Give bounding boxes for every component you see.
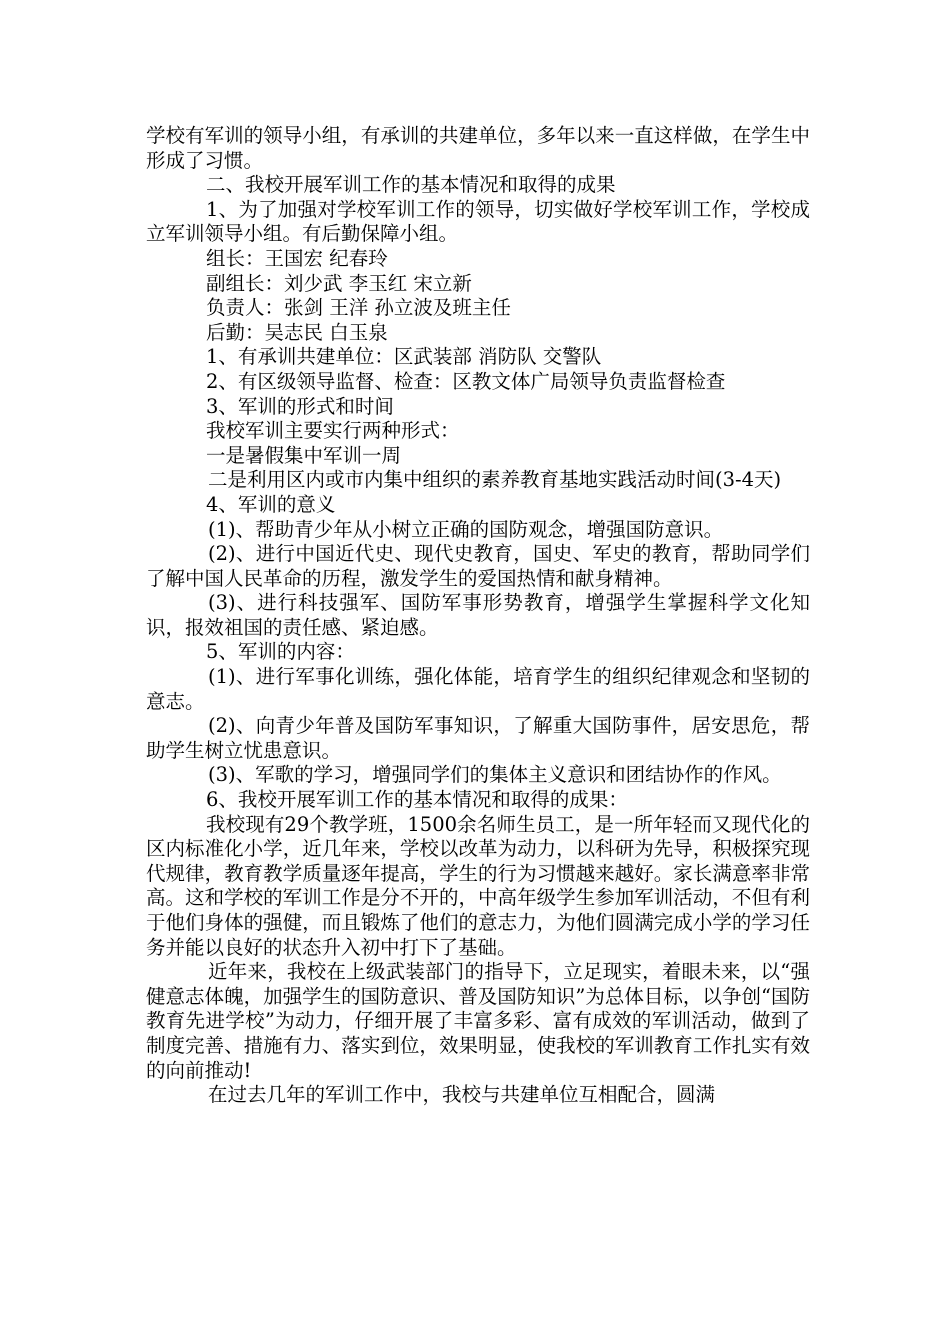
deputy-leader-line: 副组长：刘少武 李玉红 宋立新 bbox=[206, 271, 472, 295]
section-heading-2: 二、我校开展军训工作的基本情况和取得的成果 bbox=[206, 173, 616, 197]
paragraph-past-years: 在过去几年的军训工作中，我校与共建单位互相配合，圆满 bbox=[208, 1083, 716, 1107]
document-body bbox=[146, 124, 810, 1108]
supervision-line: 2、有区级领导监督、检查：区教文体广局领导负责监督检查 bbox=[206, 369, 726, 393]
content-item-1: (1)、进行军事化训练，强化体能，培育学生的组织纪律观念和坚韧的意志。 bbox=[146, 665, 810, 713]
partner-units-line: 1、有承训共建单位：区武装部 消防队 交警队 bbox=[206, 345, 602, 369]
significance-item-2: (2)、进行中国近代史、现代史教育，国史、军史的教育，帮助同学们了解中国人民革命的历程，激发学生的爱国热情和献身精神。 bbox=[146, 542, 810, 590]
significance-heading: 4、军训的意义 bbox=[206, 492, 336, 516]
paragraph-item-1: 1、为了加强对学校军训工作的领导，切实做好学校军训工作，学校成立军训领导小组。有后勤保障小组。 bbox=[146, 197, 810, 246]
form-two-line: 二是利用区内或市内集中组织的素养教育基地实践活动时间(3-4天) bbox=[208, 468, 782, 492]
paragraph-intro: 学校有军训的领导小组，有承训的共建单位，多年以来一直这样做，在学生中形成了习惯。 bbox=[146, 124, 810, 172]
leader-line: 组长：王国宏 纪春玲 bbox=[206, 246, 388, 270]
paragraph-school-overview: 我校现有29个教学班，1500余名师生员工，是一所年轻而又现代化的区内标准化小学，近几年来，学校以改革为动力，以科研为先导，积极探究现代规律，教育教学质量逐年提高，学生的行为习惯越来越好。家长满意率非常高。这和学校的军训工作是分不开的，中高年级学生参加军训活动，不但有利于他们身体的强健，而且锻炼了他们的意志力，为他们圆满完成小学的学习任务并能以良好的状态升入初中打下了基础。 bbox=[146, 812, 810, 959]
significance-item-3: (3)、进行科技强军、国防军事形势教育，增强学生掌握科学文化知识，报效祖国的责任感、紧迫感。 bbox=[146, 591, 810, 639]
form-and-time-heading: 3、军训的形式和时间 bbox=[206, 394, 394, 418]
content-heading: 5、军训的内容： bbox=[206, 640, 355, 664]
form-one-line: 一是暑假集中军训一周 bbox=[206, 443, 402, 467]
logistics-line: 后勤：吴志民 白玉泉 bbox=[206, 320, 388, 344]
two-forms-line: 我校军训主要实行两种形式： bbox=[206, 419, 460, 443]
significance-item-1: (1)、帮助青少年从小树立正确的国防观念，增强国防意识。 bbox=[208, 517, 724, 541]
paragraph-recent-years: 近年来，我校在上级武装部门的指导下，立足现实，着眼未来，以“强健意志体魄，加强学生的国防意识、普及国防知识”为总体目标，以争创“国防教育先进学校”为动力，仔细开展了丰富多彩、富有成效的军训活动，做到了制度完善、措施有力、落实到位，效果明显，使我校的军训教育工作扎实有效的向前推动! bbox=[146, 960, 810, 1082]
results-heading: 6、我校开展军训工作的基本情况和取得的成果： bbox=[206, 788, 628, 812]
content-item-2: (2)、向青少年普及国防军事知识，了解重大国防事件，居安思危，帮助学生树立忧患意识。 bbox=[146, 714, 810, 762]
content-item-3: (3)、军歌的学习，增强同学们的集体主义意识和团结协作的作风。 bbox=[208, 763, 782, 787]
responsible-line: 负责人：张剑 王洋 孙立波及班主任 bbox=[206, 296, 511, 320]
